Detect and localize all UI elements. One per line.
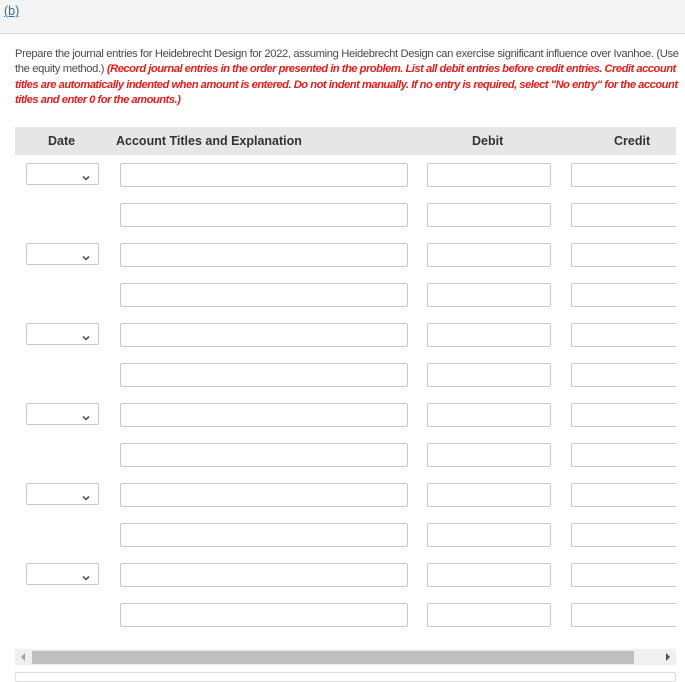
header-account: Account Titles and Explanation — [116, 134, 302, 148]
debit-input[interactable] — [427, 163, 551, 187]
part-b-link[interactable]: (b) — [4, 4, 20, 18]
arrow-right-icon[interactable] — [666, 653, 670, 661]
credit-input[interactable] — [571, 603, 676, 627]
debit-input[interactable] — [427, 363, 551, 387]
table-header — [15, 127, 676, 155]
chevron-down-icon — [82, 169, 90, 177]
credit-input[interactable] — [571, 363, 676, 387]
header-date: Date — [48, 134, 76, 148]
account-title-input[interactable] — [120, 163, 408, 187]
account-title-input[interactable] — [120, 483, 408, 507]
debit-input[interactable] — [427, 563, 551, 587]
account-title-input[interactable] — [120, 523, 408, 547]
account-title-input[interactable] — [120, 323, 408, 347]
debit-input[interactable] — [427, 443, 551, 467]
debit-input[interactable] — [427, 243, 551, 267]
table-row — [15, 203, 676, 227]
table-row — [15, 563, 676, 587]
credit-input[interactable] — [571, 323, 676, 347]
date-select[interactable] — [26, 563, 99, 585]
debit-input[interactable] — [427, 203, 551, 227]
table-row — [15, 523, 676, 547]
debit-input[interactable] — [427, 283, 551, 307]
credit-input[interactable] — [571, 443, 676, 467]
debit-input[interactable] — [427, 403, 551, 427]
credit-input[interactable] — [571, 163, 676, 187]
table-row — [15, 363, 676, 387]
account-title-input[interactable] — [120, 363, 408, 387]
arrow-left-icon[interactable] — [21, 653, 25, 661]
instructions — [15, 47, 680, 108]
account-title-input[interactable] — [120, 403, 408, 427]
date-select[interactable] — [26, 323, 99, 345]
journal-entry-table — [15, 127, 676, 642]
account-title-input[interactable] — [120, 283, 408, 307]
chevron-down-icon — [82, 249, 90, 257]
debit-input[interactable] — [427, 483, 551, 507]
credit-input[interactable] — [571, 403, 676, 427]
table-row — [15, 243, 676, 267]
chevron-down-icon — [82, 409, 90, 417]
table-row — [15, 283, 676, 307]
header-credit: Credit — [614, 134, 651, 148]
table-row — [15, 603, 676, 627]
debit-input[interactable] — [427, 603, 551, 627]
table-row — [15, 163, 676, 187]
table-row — [15, 443, 676, 467]
chevron-down-icon — [82, 329, 90, 337]
credit-input[interactable] — [571, 243, 676, 267]
credit-input[interactable] — [571, 523, 676, 547]
date-select[interactable] — [26, 483, 99, 505]
instructions-text: Prepare the journal entries for Heidebrecht Design for 2022, assuming Heidebrecht Design can exercise significant influence over Ivanhoe. (Use the equity method.) — [15, 48, 679, 76]
account-title-input[interactable] — [120, 563, 408, 587]
scrollbar-thumb[interactable] — [32, 651, 634, 664]
account-title-input[interactable] — [120, 443, 408, 467]
date-select[interactable] — [26, 163, 99, 185]
debit-input[interactable] — [427, 323, 551, 347]
chevron-down-icon — [82, 569, 90, 577]
credit-input[interactable] — [571, 203, 676, 227]
header-debit: Debit — [472, 134, 504, 148]
table-row — [15, 403, 676, 427]
credit-input[interactable] — [571, 563, 676, 587]
chevron-down-icon — [82, 489, 90, 497]
credit-input[interactable] — [571, 283, 676, 307]
date-select[interactable] — [26, 403, 99, 425]
debit-input[interactable] — [427, 523, 551, 547]
table-row — [15, 483, 676, 507]
instructions-note: (Record journal entries in the order presented in the problem. List all debit entries before credit entries. Credit account titles are automatically indented when amount is entered. Do not indent manually. If no entry is required, select "No entry" for the account titles and enter 0 for the amounts.) — [15, 63, 678, 106]
part-header-bar — [0, 0, 685, 34]
table-row — [15, 323, 676, 347]
account-title-input[interactable] — [120, 243, 408, 267]
credit-input[interactable] — [571, 483, 676, 507]
account-title-input[interactable] — [120, 603, 408, 627]
next-section-box — [15, 672, 676, 682]
horizontal-scrollbar[interactable] — [15, 649, 676, 665]
date-select[interactable] — [26, 243, 99, 265]
account-title-input[interactable] — [120, 203, 408, 227]
